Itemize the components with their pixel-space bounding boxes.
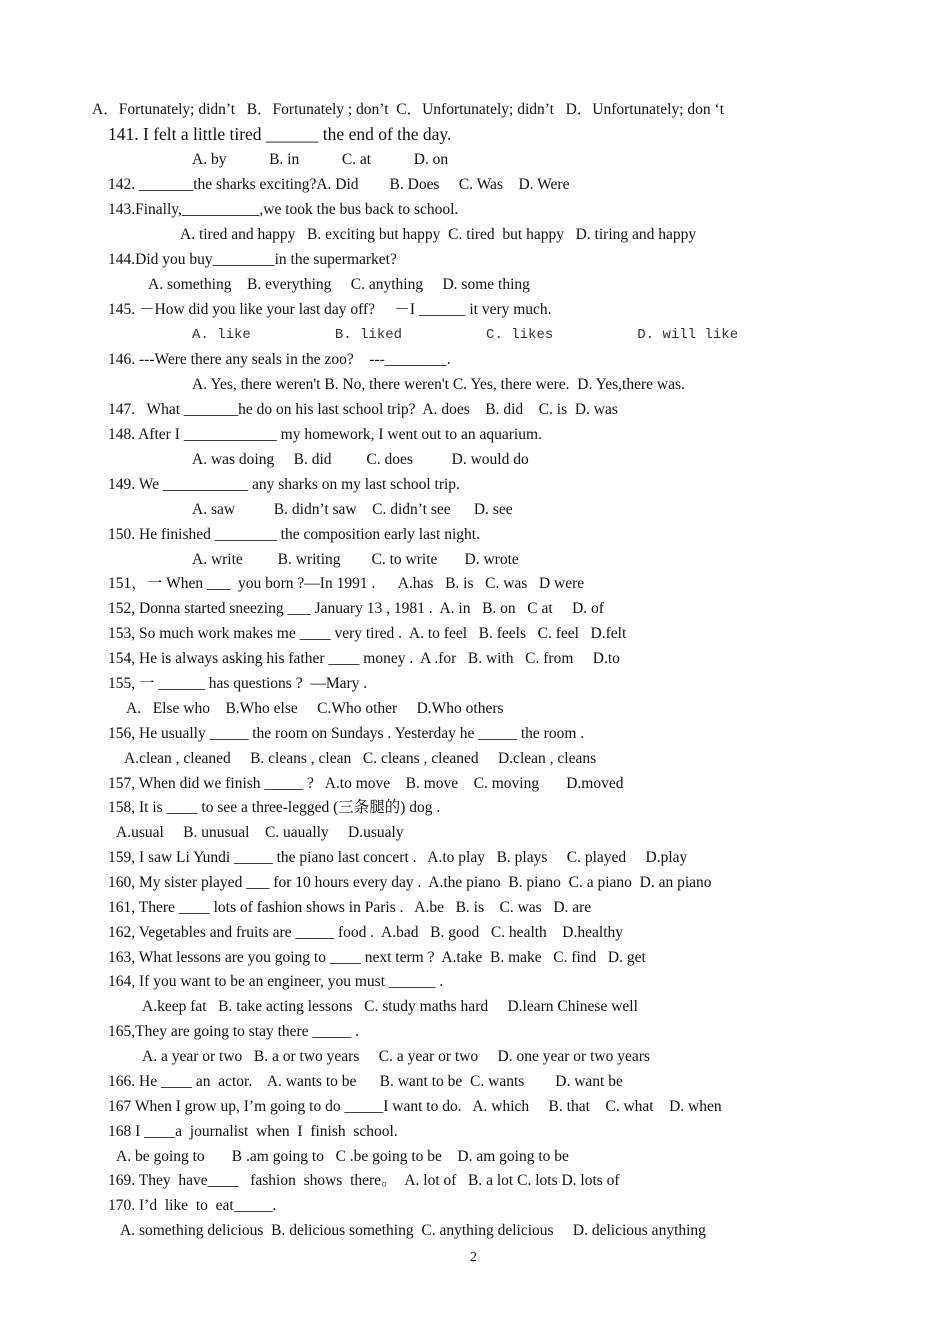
question-154: 154, He is always asking his father ____ money . A .for B. with C. from D.to [108, 650, 620, 667]
question-147: 147. What _______he do on his last school trip? A. does B. did C. is D. was [108, 401, 618, 418]
question-161: 161, There ____ lots of fashion shows in Paris . A.be B. is C. was D. are [108, 899, 592, 916]
page-number: 2 [470, 1250, 477, 1265]
question-165: 165,They are going to stay there _____ . [108, 1023, 359, 1040]
question-142: 142. _______the sharks exciting?A. Did B. Does C. Was D. Were [108, 176, 570, 193]
question-160: 160, My sister played ___ for 10 hours every day . A.the piano B. piano C. a piano D. an piano [108, 874, 712, 891]
options-170: A. something delicious B. delicious something C. anything delicious D. delicious anything [120, 1222, 706, 1239]
options-150: A. write B. writing C. to write D. wrote [192, 551, 519, 568]
options-145: A. like B. liked C. likes D. will like [192, 327, 739, 343]
question-141: 141. I felt a little tired ______ the end of the day. [108, 124, 452, 144]
options-155: A. Else who B.Who else C.Who other D.Who others [126, 700, 504, 717]
options-168: A. be going to B .am going to C .be going to be D. am going to be [116, 1148, 569, 1165]
question-150: 150. He finished ________ the composition early last night. [108, 526, 480, 543]
question-158: 158, It is ____ to see a three-legged (三条腿的) dog . [108, 799, 441, 816]
question-145: 145. －How did you like your last day off? －I ______ it very much. [108, 301, 552, 318]
question-156: 156, He usually _____ the room on Sundays . Yesterday he _____ the room . [108, 725, 585, 742]
question-157: 157, When did we finish _____ ? A.to move B. move C. moving D.moved [108, 775, 624, 792]
question-170: 170. I’d like to eat_____. [108, 1197, 277, 1214]
question-164: 164, If you want to be an engineer, you must ______ . [108, 973, 444, 990]
question-167: 167 When I grow up, I’m going to do _____I want to do. A. which B. that C. what D. when [108, 1098, 722, 1115]
options-164: A.keep fat B. take acting lessons C. study maths hard D.learn Chinese well [142, 998, 638, 1015]
options-149: A. saw B. didn’t saw C. didn’t see D. see [192, 501, 513, 518]
options-165: A. a year or two B. a or two years C. a year or two D. one year or two years [142, 1048, 650, 1065]
question-151: 151，一 When ___ you born ?—In 1991 . A.has B. is C. was D were [108, 575, 585, 592]
question-149: 149. We ___________ any sharks on my last school trip. [108, 476, 460, 493]
options-146: A. Yes, there weren't B. No, there weren't C. Yes, there were. D. Yes,there was. [192, 376, 685, 393]
options-141: A. by B. in C. at D. on [192, 151, 449, 168]
options-148: A. was doing B. did C. does D. would do [192, 451, 529, 468]
options-143: A. tired and happy B. exciting but happy C. tired but happy D. tiring and happy [180, 226, 697, 243]
question-155: 155, 一 ______ has questions ? —Mary . [108, 675, 368, 692]
question-152: 152, Donna started sneezing ___ January 13 , 1981 . A. in B. on C at D. of [108, 600, 604, 617]
options-158: A.usual B. unusual C. uaually D.usualy [116, 824, 404, 841]
question-163: 163, What lessons are you going to ____ next term ? A.take B. make C. find D. get [108, 949, 646, 966]
question-146: 146. ---Were there any seals in the zoo? ---________. [108, 351, 451, 368]
question-166: 166. He ____ an actor. A. wants to be B. want to be C. wants D. want be [108, 1073, 623, 1090]
options-line: A．Fortunately; didn’t B．Fortunately ; don’t C．Unfortunately; didn’t D．Unfortunately; don ‘t [92, 101, 724, 118]
question-148: 148. After I ____________ my homework, I went out to an aquarium. [108, 426, 542, 443]
question-169: 169. They have____ fashion shows there。 A. lot of B. a lot C. lots D. lots of [108, 1172, 620, 1189]
question-162: 162, Vegetables and fruits are _____ food . A.bad B. good C. health D.healthy [108, 924, 623, 941]
options-156: A.clean , cleaned B. cleans , clean C. cleans , cleaned D.clean , cleans [124, 750, 597, 767]
options-144: A. something B. everything C. anything D. some thing [148, 276, 530, 293]
question-153: 153, So much work makes me ____ very tired . A. to feel B. feels C. feel D.felt [108, 625, 627, 642]
question-144: 144.Did you buy________in the supermarket? [108, 251, 397, 268]
question-143: 143.Finally,__________,we took the bus back to school. [108, 201, 459, 218]
question-168: 168 I ____a journalist when I finish school. [108, 1123, 398, 1140]
question-159: 159, I saw Li Yundi _____ the piano last concert . A.to play B. plays C. played D.play [108, 849, 688, 866]
